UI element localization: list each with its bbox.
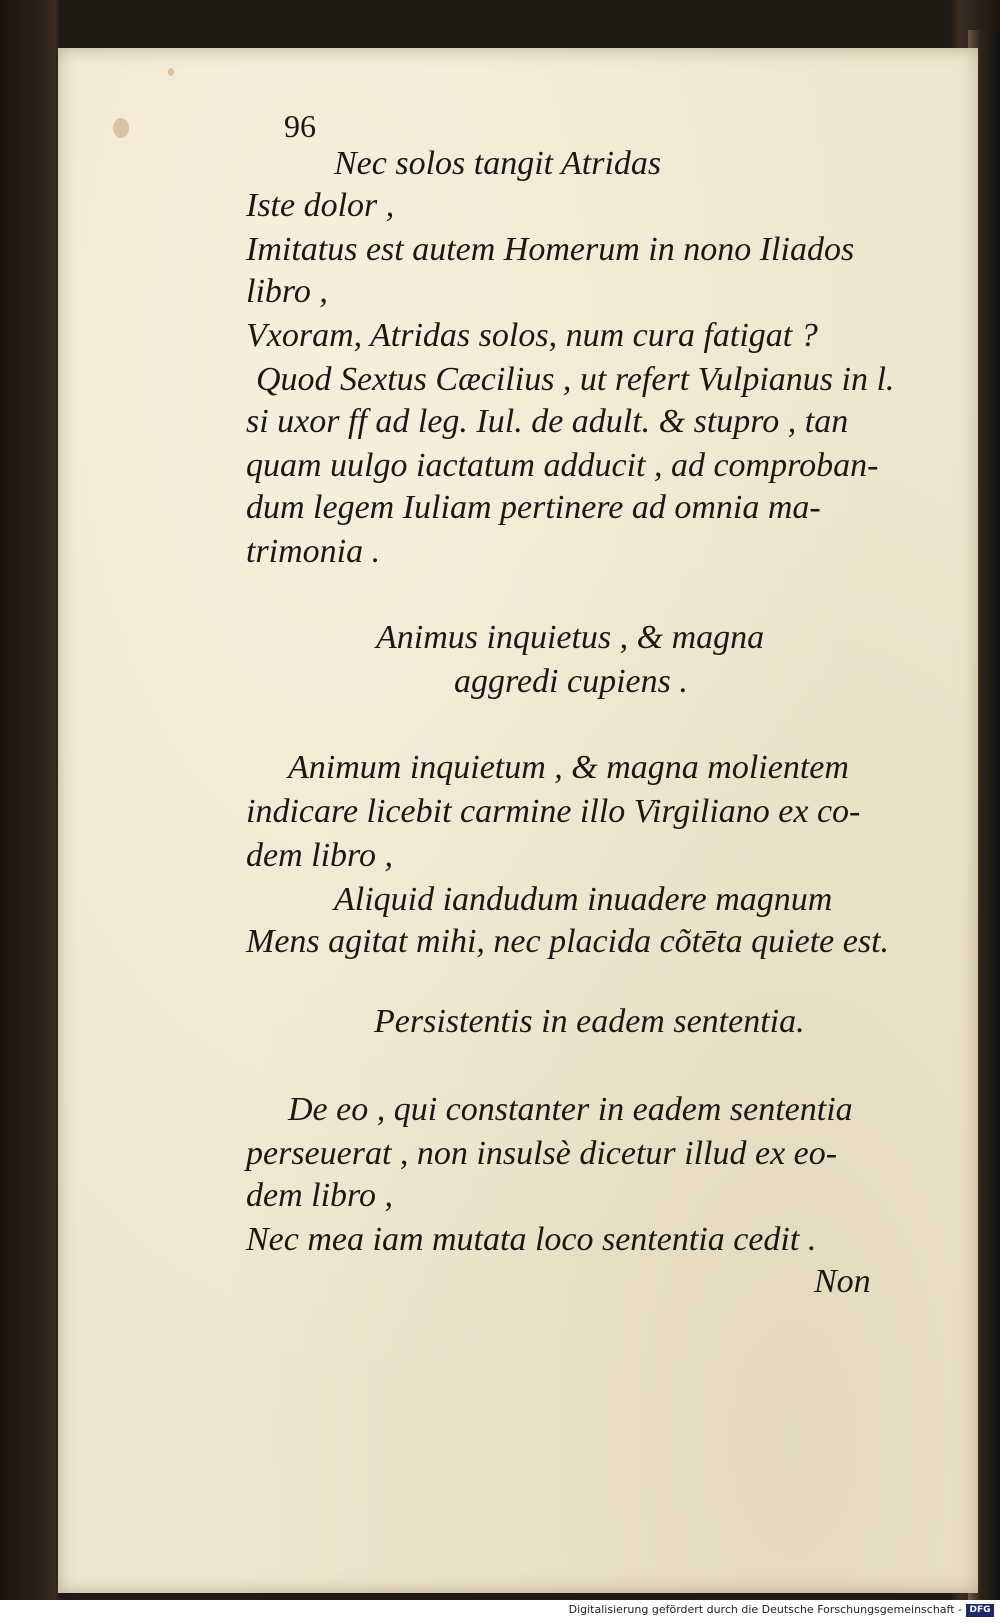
text-line: De eo , qui constanter in eadem sententia	[288, 1091, 853, 1128]
text-line: libro ,	[246, 273, 328, 310]
funding-credit: Digitalisierung gefördert durch die Deutsche Forschungsgemeinschaft -	[568, 1603, 962, 1616]
section-heading: aggredi cupiens .	[454, 663, 688, 700]
text-line: Quod Sextus Cæcilius , ut refert Vulpianus in l.	[256, 361, 895, 398]
page-text	[58, 48, 978, 1593]
text-line: si uxor ff ad leg. Iul. de adult. & stupro , tan	[246, 403, 849, 440]
text-line: Nec solos tangit Atridas	[334, 145, 662, 182]
text-line: quam uulgo iactatum adducit , ad comproban-	[246, 447, 879, 484]
verse-line: Nec mea iam mutata loco sententia cedit .	[246, 1221, 817, 1258]
text-line: Vxoram, Atridas solos, num cura fatigat ?	[246, 317, 818, 354]
text-line: Iste dolor ,	[246, 187, 395, 224]
verse-line: Mens agitat mihi, nec placida cõtēta quiete est.	[246, 923, 890, 960]
text-line: Imitatus est autem Homerum in nono Iliados	[246, 231, 855, 268]
dfg-logo: DFG	[966, 1604, 994, 1617]
verse-line: Aliquid iandudum inuadere magnum	[334, 881, 833, 918]
text-line: perseuerat , non insulsè dicetur illud ex eo-	[246, 1135, 838, 1172]
catchword: Non	[814, 1263, 871, 1300]
page-number: 96	[284, 108, 316, 144]
text-line: dum legem Iuliam pertinere ad omnia ma-	[246, 489, 821, 526]
text-line: dem libro ,	[246, 837, 394, 874]
text-line: indicare licebit carmine illo Virgiliano ex co-	[246, 793, 861, 830]
book-page	[58, 48, 978, 1593]
text-line: Animum inquietum , & magna molientem	[288, 749, 849, 786]
section-heading: Persistentis in eadem sententia.	[374, 1003, 805, 1040]
text-line: trimonia .	[246, 533, 381, 570]
digitization-footer	[0, 1600, 1000, 1623]
section-heading: Animus inquietus , & magna	[376, 619, 765, 656]
text-line: dem libro ,	[246, 1177, 394, 1214]
